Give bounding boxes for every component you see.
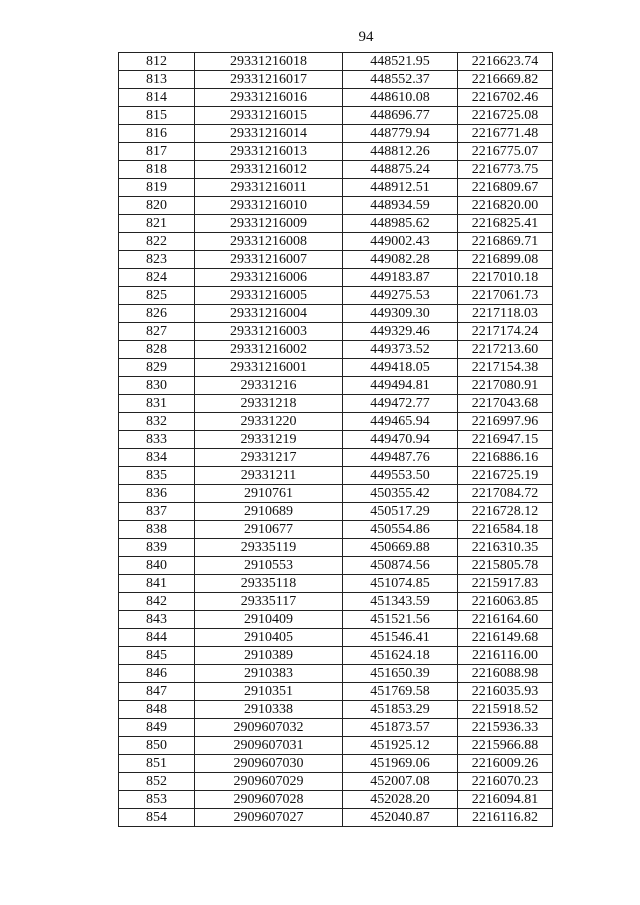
table-row [119,251,553,269]
row-index-cell: 853 [119,791,195,809]
y-coordinate-cell: 2217154.38 [458,359,553,377]
y-coordinate-cell: 2215936.33 [458,719,553,737]
row-index-cell: 839 [119,539,195,557]
table-row [119,755,553,773]
row-index-cell: 848 [119,701,195,719]
point-id-cell: 29331216007 [195,251,343,269]
row-index-cell: 831 [119,395,195,413]
table-row [119,89,553,107]
point-id-cell: 29335117 [195,593,343,611]
row-index-cell: 843 [119,611,195,629]
coordinates-table [118,52,553,827]
row-index-cell: 824 [119,269,195,287]
point-id-cell: 29331216006 [195,269,343,287]
x-coordinate-cell: 452040.87 [343,809,458,827]
table-row [119,791,553,809]
y-coordinate-cell: 2216997.96 [458,413,553,431]
x-coordinate-cell: 448985.62 [343,215,458,233]
point-id-cell: 29331216001 [195,359,343,377]
table-row [119,647,553,665]
x-coordinate-cell: 451853.29 [343,701,458,719]
x-coordinate-cell: 451521.56 [343,611,458,629]
row-index-cell: 832 [119,413,195,431]
table-row [119,611,553,629]
y-coordinate-cell: 2216825.41 [458,215,553,233]
x-coordinate-cell: 449494.81 [343,377,458,395]
x-coordinate-cell: 448875.24 [343,161,458,179]
row-index-cell: 847 [119,683,195,701]
y-coordinate-cell: 2216088.98 [458,665,553,683]
point-id-cell: 2909607032 [195,719,343,737]
row-index-cell: 849 [119,719,195,737]
y-coordinate-cell: 2215917.83 [458,575,553,593]
x-coordinate-cell: 448779.94 [343,125,458,143]
row-index-cell: 836 [119,485,195,503]
point-id-cell: 2910389 [195,647,343,665]
y-coordinate-cell: 2216775.07 [458,143,553,161]
y-coordinate-cell: 2216094.81 [458,791,553,809]
table-row [119,701,553,719]
point-id-cell: 2910405 [195,629,343,647]
y-coordinate-cell: 2217080.91 [458,377,553,395]
point-id-cell: 29331218 [195,395,343,413]
table-row [119,503,553,521]
table-row [119,809,553,827]
point-id-cell: 2910677 [195,521,343,539]
x-coordinate-cell: 451546.41 [343,629,458,647]
x-coordinate-cell: 450554.86 [343,521,458,539]
y-coordinate-cell: 2217213.60 [458,341,553,359]
y-coordinate-cell: 2216886.16 [458,449,553,467]
table-row [119,179,553,197]
y-coordinate-cell: 2215918.52 [458,701,553,719]
table-row [119,629,553,647]
row-index-cell: 823 [119,251,195,269]
point-id-cell: 29331220 [195,413,343,431]
row-index-cell: 841 [119,575,195,593]
point-id-cell: 29331216002 [195,341,343,359]
row-index-cell: 819 [119,179,195,197]
x-coordinate-cell: 452007.08 [343,773,458,791]
y-coordinate-cell: 2216773.75 [458,161,553,179]
point-id-cell: 29331216012 [195,161,343,179]
x-coordinate-cell: 450517.29 [343,503,458,521]
x-coordinate-cell: 448521.95 [343,53,458,71]
x-coordinate-cell: 451925.12 [343,737,458,755]
row-index-cell: 852 [119,773,195,791]
y-coordinate-cell: 2216310.35 [458,539,553,557]
row-index-cell: 835 [119,467,195,485]
x-coordinate-cell: 451343.59 [343,593,458,611]
row-index-cell: 844 [119,629,195,647]
table-row [119,53,553,71]
point-id-cell: 2910383 [195,665,343,683]
x-coordinate-cell: 449418.05 [343,359,458,377]
x-coordinate-cell: 449465.94 [343,413,458,431]
point-id-cell: 29335118 [195,575,343,593]
point-id-cell: 2910553 [195,557,343,575]
x-coordinate-cell: 449472.77 [343,395,458,413]
row-index-cell: 845 [119,647,195,665]
x-coordinate-cell: 448696.77 [343,107,458,125]
table-row [119,773,553,791]
table-row [119,377,553,395]
row-index-cell: 814 [119,89,195,107]
point-id-cell: 2910338 [195,701,343,719]
row-index-cell: 818 [119,161,195,179]
x-coordinate-cell: 451969.06 [343,755,458,773]
point-id-cell: 29335119 [195,539,343,557]
table-row [119,395,553,413]
x-coordinate-cell: 449553.50 [343,467,458,485]
x-coordinate-cell: 448812.26 [343,143,458,161]
point-id-cell: 29331216005 [195,287,343,305]
y-coordinate-cell: 2217118.03 [458,305,553,323]
table-row [119,575,553,593]
y-coordinate-cell: 2217084.72 [458,485,553,503]
row-index-cell: 833 [119,431,195,449]
y-coordinate-cell: 2216035.93 [458,683,553,701]
x-coordinate-cell: 449470.94 [343,431,458,449]
row-index-cell: 851 [119,755,195,773]
row-index-cell: 821 [119,215,195,233]
table-row [119,125,553,143]
x-coordinate-cell: 451074.85 [343,575,458,593]
row-index-cell: 854 [119,809,195,827]
y-coordinate-cell: 2215805.78 [458,557,553,575]
table-row [119,323,553,341]
x-coordinate-cell: 450355.42 [343,485,458,503]
point-id-cell: 29331216004 [195,305,343,323]
table-row [119,431,553,449]
point-id-cell: 2910761 [195,485,343,503]
point-id-cell: 2910689 [195,503,343,521]
point-id-cell: 29331216013 [195,143,343,161]
x-coordinate-cell: 451769.58 [343,683,458,701]
y-coordinate-cell: 2216771.48 [458,125,553,143]
x-coordinate-cell: 448552.37 [343,71,458,89]
row-index-cell: 830 [119,377,195,395]
row-index-cell: 826 [119,305,195,323]
y-coordinate-cell: 2216584.18 [458,521,553,539]
point-id-cell: 29331219 [195,431,343,449]
row-index-cell: 828 [119,341,195,359]
point-id-cell: 29331216010 [195,197,343,215]
x-coordinate-cell: 448610.08 [343,89,458,107]
coordinates-table-body [119,53,553,827]
y-coordinate-cell: 2216116.00 [458,647,553,665]
row-index-cell: 829 [119,359,195,377]
row-index-cell: 825 [119,287,195,305]
y-coordinate-cell: 2216149.68 [458,629,553,647]
row-index-cell: 820 [119,197,195,215]
point-id-cell: 29331216015 [195,107,343,125]
y-coordinate-cell: 2217174.24 [458,323,553,341]
y-coordinate-cell: 2216702.46 [458,89,553,107]
row-index-cell: 850 [119,737,195,755]
y-coordinate-cell: 2216947.15 [458,431,553,449]
row-index-cell: 840 [119,557,195,575]
x-coordinate-cell: 451624.18 [343,647,458,665]
table-row [119,449,553,467]
y-coordinate-cell: 2216009.26 [458,755,553,773]
point-id-cell: 29331216009 [195,215,343,233]
page-number: 94 [358,29,374,45]
x-coordinate-cell: 448934.59 [343,197,458,215]
point-id-cell: 2909607029 [195,773,343,791]
table-row [119,359,553,377]
y-coordinate-cell: 2216725.08 [458,107,553,125]
table-row [119,305,553,323]
row-index-cell: 846 [119,665,195,683]
point-id-cell: 2910409 [195,611,343,629]
x-coordinate-cell: 449329.46 [343,323,458,341]
point-id-cell: 2909607028 [195,791,343,809]
x-coordinate-cell: 452028.20 [343,791,458,809]
table-row [119,683,553,701]
table-row [119,269,553,287]
y-coordinate-cell: 2216070.23 [458,773,553,791]
table-row [119,215,553,233]
table-row [119,665,553,683]
row-index-cell: 815 [119,107,195,125]
table-row [119,539,553,557]
point-id-cell: 2910351 [195,683,343,701]
row-index-cell: 816 [119,125,195,143]
point-id-cell: 29331216018 [195,53,343,71]
table-row [119,287,553,305]
table-row [119,71,553,89]
table-row [119,233,553,251]
row-index-cell: 813 [119,71,195,89]
point-id-cell: 2909607030 [195,755,343,773]
x-coordinate-cell: 451650.39 [343,665,458,683]
x-coordinate-cell: 450874.56 [343,557,458,575]
point-id-cell: 29331211 [195,467,343,485]
point-id-cell: 2909607031 [195,737,343,755]
table-row [119,107,553,125]
y-coordinate-cell: 2215966.88 [458,737,553,755]
x-coordinate-cell: 449309.30 [343,305,458,323]
table-row [119,341,553,359]
y-coordinate-cell: 2216899.08 [458,251,553,269]
x-coordinate-cell: 449183.87 [343,269,458,287]
y-coordinate-cell: 2216063.85 [458,593,553,611]
x-coordinate-cell: 448912.51 [343,179,458,197]
point-id-cell: 29331216003 [195,323,343,341]
table-row [119,593,553,611]
y-coordinate-cell: 2217010.18 [458,269,553,287]
y-coordinate-cell: 2217061.73 [458,287,553,305]
table-row [119,413,553,431]
table-row [119,143,553,161]
point-id-cell: 29331216 [195,377,343,395]
table-row [119,737,553,755]
point-id-cell: 29331216017 [195,71,343,89]
y-coordinate-cell: 2216728.12 [458,503,553,521]
x-coordinate-cell: 449002.43 [343,233,458,251]
y-coordinate-cell: 2216809.67 [458,179,553,197]
row-index-cell: 837 [119,503,195,521]
table-row [119,467,553,485]
table-row [119,719,553,737]
row-index-cell: 812 [119,53,195,71]
row-index-cell: 817 [119,143,195,161]
point-id-cell: 29331216008 [195,233,343,251]
x-coordinate-cell: 449487.76 [343,449,458,467]
y-coordinate-cell: 2216820.00 [458,197,553,215]
table-row [119,521,553,539]
x-coordinate-cell: 449373.52 [343,341,458,359]
row-index-cell: 827 [119,323,195,341]
row-index-cell: 834 [119,449,195,467]
row-index-cell: 842 [119,593,195,611]
row-index-cell: 838 [119,521,195,539]
y-coordinate-cell: 2216669.82 [458,71,553,89]
y-coordinate-cell: 2216869.71 [458,233,553,251]
point-id-cell: 2909607027 [195,809,343,827]
row-index-cell: 822 [119,233,195,251]
x-coordinate-cell: 449275.53 [343,287,458,305]
point-id-cell: 29331217 [195,449,343,467]
table-row [119,485,553,503]
y-coordinate-cell: 2217043.68 [458,395,553,413]
x-coordinate-cell: 449082.28 [343,251,458,269]
table-row [119,161,553,179]
y-coordinate-cell: 2216164.60 [458,611,553,629]
table-row [119,197,553,215]
point-id-cell: 29331216014 [195,125,343,143]
table-row [119,557,553,575]
y-coordinate-cell: 2216116.82 [458,809,553,827]
x-coordinate-cell: 450669.88 [343,539,458,557]
y-coordinate-cell: 2216623.74 [458,53,553,71]
y-coordinate-cell: 2216725.19 [458,467,553,485]
x-coordinate-cell: 451873.57 [343,719,458,737]
point-id-cell: 29331216011 [195,179,343,197]
point-id-cell: 29331216016 [195,89,343,107]
